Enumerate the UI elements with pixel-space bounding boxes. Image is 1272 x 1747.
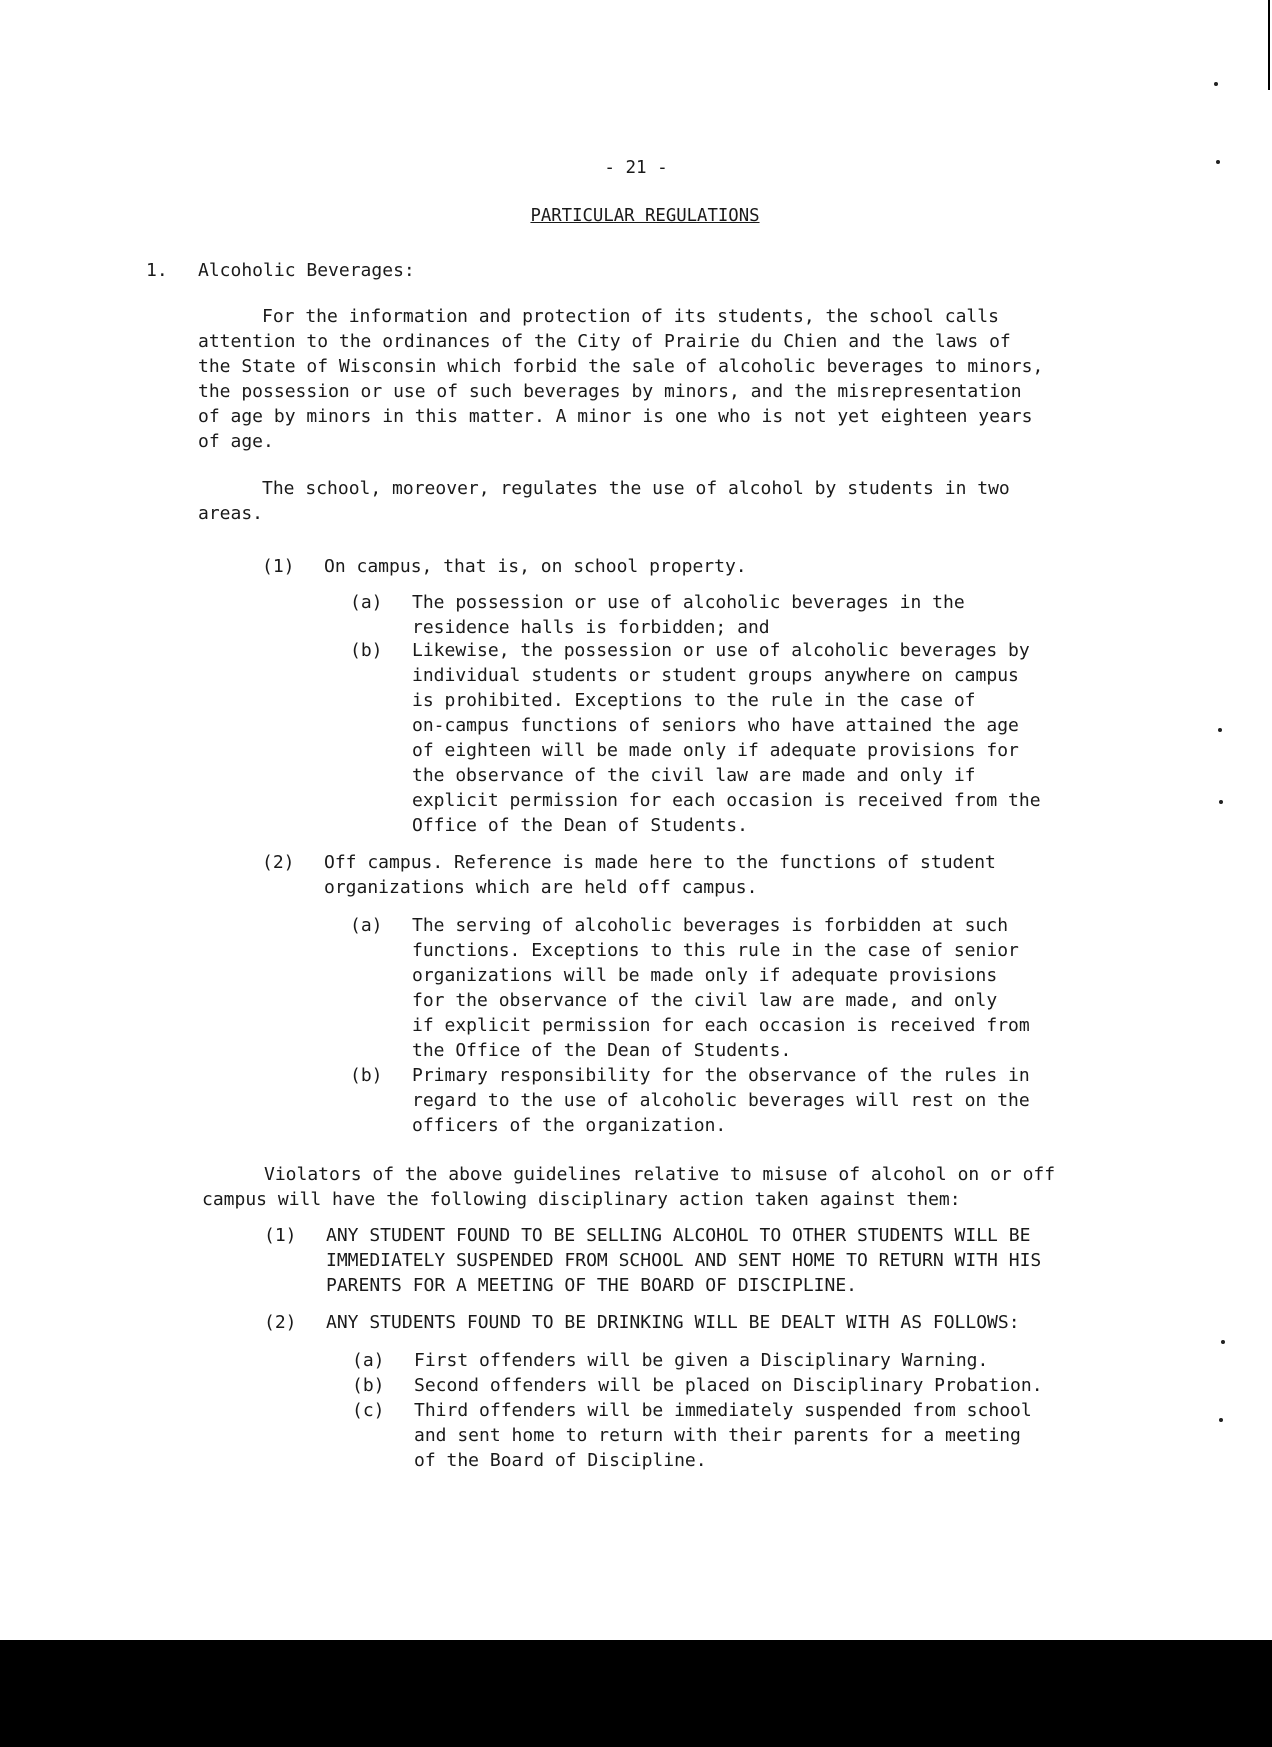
item-line: ANY STUDENT FOUND TO BE SELLING ALCOHOL TO OTHER STUDENTS WILL BE [326, 1225, 1031, 1246]
item-label: (b) [350, 640, 383, 661]
item-line: the Office of the Dean of Students. [412, 1040, 792, 1061]
item-line: organizations will be made only if adequate provisions [412, 965, 998, 986]
item-line: of eighteen will be made only if adequate provisions for [412, 740, 1019, 761]
scan-speck [1221, 1340, 1225, 1344]
scan-speck [1214, 82, 1218, 86]
paragraph-line: the State of Wisconsin which forbid the sale of alcoholic beverages to minors, [198, 356, 1044, 377]
section-number: 1. [146, 260, 168, 281]
paragraph-line: Violators of the above guidelines relative to misuse of alcohol on or off [264, 1164, 1056, 1185]
scan-edge-line [1268, 0, 1270, 90]
item-line: The possession or use of alcoholic beverages in the [412, 592, 965, 613]
paragraph-line: campus will have the following disciplinary action taken against them: [202, 1189, 961, 1210]
paragraph-line: areas. [198, 503, 264, 524]
item-label: (c) [352, 1400, 385, 1421]
scan-speck [1218, 728, 1222, 732]
item-label: (1) [264, 1225, 297, 1246]
item-line: ANY STUDENTS FOUND TO BE DRINKING WILL BE DEALT WITH AS FOLLOWS: [326, 1312, 1020, 1333]
item-line: officers of the organization. [412, 1115, 727, 1136]
paragraph-line: of age. [198, 431, 274, 452]
item-line: and sent home to return with their parents for a meeting [414, 1425, 1021, 1446]
item-label: (b) [350, 1065, 383, 1086]
item-line: Third offenders will be immediately suspended from school [414, 1400, 1032, 1421]
paragraph-line: of age by minors in this matter. A minor is one who is not yet eighteen years [198, 406, 1033, 427]
item-label: (a) [352, 1350, 385, 1371]
item-line: organizations which are held off campus. [324, 877, 758, 898]
page-heading: PARTICULAR REGULATIONS [530, 206, 760, 226]
item-line: Primary responsibility for the observance of the rules in [412, 1065, 1030, 1086]
paragraph-line: attention to the ordinances of the City of Prairie du Chien and the laws of [198, 331, 1011, 352]
item-line: On campus, that is, on school property. [324, 556, 747, 577]
scan-speck [1219, 800, 1223, 804]
paragraph-line: For the information and protection of its students, the school calls [262, 306, 999, 327]
item-label: (b) [352, 1375, 385, 1396]
item-line: PARENTS FOR A MEETING OF THE BOARD OF DISCIPLINE. [326, 1275, 858, 1296]
item-label: (a) [350, 592, 383, 613]
item-line: is prohibited. Exceptions to the rule in the case of [412, 690, 976, 711]
item-line: individual students or student groups anywhere on campus [412, 665, 1019, 686]
item-line: on-campus functions of seniors who have attained the age [412, 715, 1019, 736]
paragraph-line: The school, moreover, regulates the use of alcohol by students in two [262, 478, 1010, 499]
item-line: IMMEDIATELY SUSPENDED FROM SCHOOL AND SENT HOME TO RETURN WITH HIS [326, 1250, 1042, 1271]
item-line: for the observance of the civil law are made, and only [412, 990, 998, 1011]
item-line: explicit permission for each occasion is received from the [412, 790, 1041, 811]
item-label: (2) [264, 1312, 297, 1333]
item-line: regard to the use of alcoholic beverages will rest on the [412, 1090, 1030, 1111]
scan-speck [1219, 1418, 1223, 1422]
item-line: First offenders will be given a Disciplinary Warning. [414, 1350, 989, 1371]
item-label: (1) [262, 556, 295, 577]
item-label: (2) [262, 852, 295, 873]
item-label: (a) [350, 915, 383, 936]
scan-bottom-border [0, 1640, 1272, 1747]
item-line: of the Board of Discipline. [414, 1450, 707, 1471]
page-number: - 21 - [604, 158, 668, 178]
item-line: residence halls is forbidden; and [412, 617, 770, 638]
paragraph-line: the possession or use of such beverages by minors, and the misrepresentation [198, 381, 1022, 402]
item-line: Second offenders will be placed on Disciplinary Probation. [414, 1375, 1043, 1396]
item-line: Off campus. Reference is made here to the functions of student [324, 852, 996, 873]
section-title: Alcoholic Beverages: [198, 260, 415, 281]
item-line: The serving of alcoholic beverages is forbidden at such [412, 915, 1009, 936]
item-line: Office of the Dean of Students. [412, 815, 748, 836]
item-line: functions. Exceptions to this rule in the case of senior [412, 940, 1019, 961]
item-line: the observance of the civil law are made and only if [412, 765, 976, 786]
item-line: if explicit permission for each occasion is received from [412, 1015, 1030, 1036]
item-line: Likewise, the possession or use of alcoholic beverages by [412, 640, 1030, 661]
